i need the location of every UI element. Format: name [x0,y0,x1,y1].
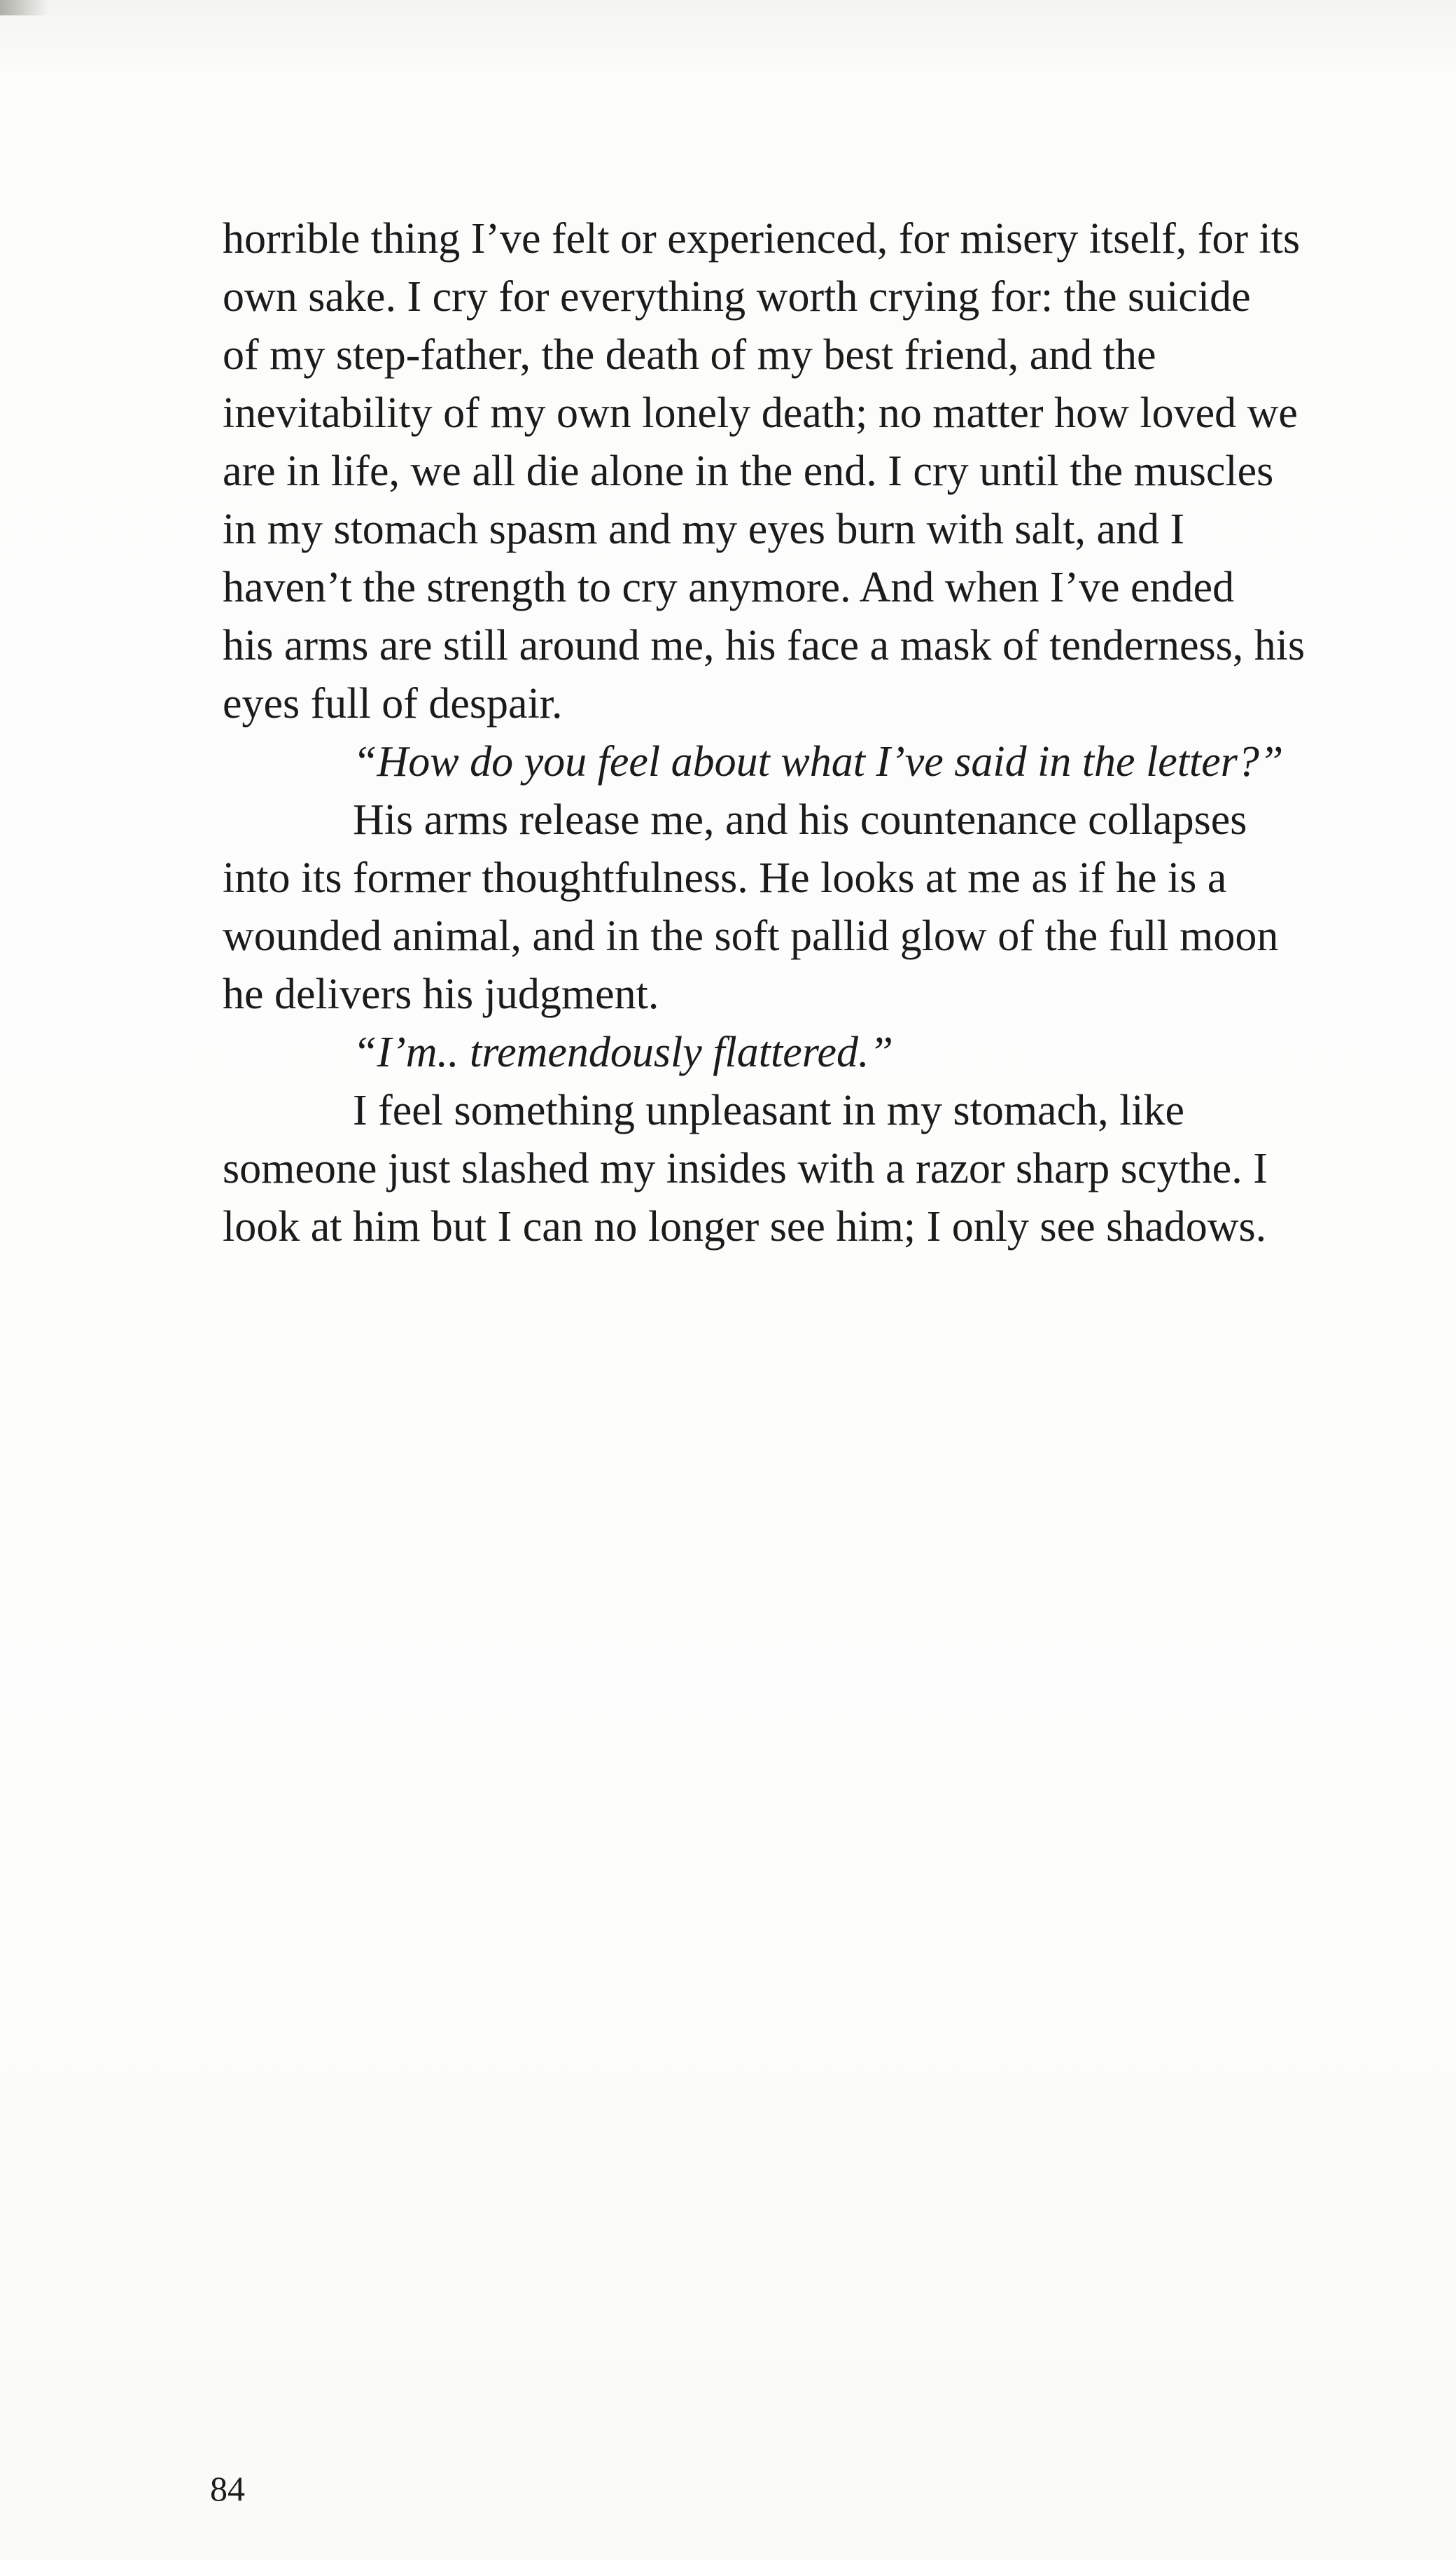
paragraph-start: I feel something unpleasant in my stomach, like [353,1087,1185,1134]
dialogue-line: “How do you feel about what I’ve said in the letter?” [353,738,1284,786]
text-line: wounded animal, and in the soft pallid glow of the full moon [223,912,1279,960]
text-line: into its former thoughtfulness. He looks at me as if he is a [223,854,1227,902]
page-corner-shadow [0,0,49,15]
text-line: haven’t the strength to cry anymore. And when I’ve ended [223,564,1235,611]
text-line: eyes full of despair. [223,680,563,728]
page-number: 84 [210,2469,245,2508]
body-text [223,210,1343,1256]
text-line: his arms are still around me, his face a mask of tenderness, his [223,622,1306,669]
text-line: of my step-father, the death of my best friend, and the [223,331,1156,379]
paragraph-start: His arms release me, and his countenance collapses [353,796,1247,844]
text-line: own sake. I cry for everything worth crying for: the suicide [223,273,1251,321]
text-line: look at him but I can no longer see him; I only see shadows. [223,1203,1267,1251]
text-line: inevitability of my own lonely death; no matter how loved we [223,389,1298,437]
dialogue-line: “I’m.. tremendously flattered.” [353,1029,894,1076]
text-line: horrible thing I’ve felt or experienced, for misery itself, for its [223,215,1301,263]
text-line: in my stomach spasm and my eyes burn with salt, and I [223,506,1185,553]
text-line: he delivers his judgment. [223,971,659,1018]
text-line: are in life, we all die alone in the end. I cry until the muscles [223,447,1274,495]
text-line: someone just slashed my insides with a razor sharp scythe. I [223,1145,1268,1192]
